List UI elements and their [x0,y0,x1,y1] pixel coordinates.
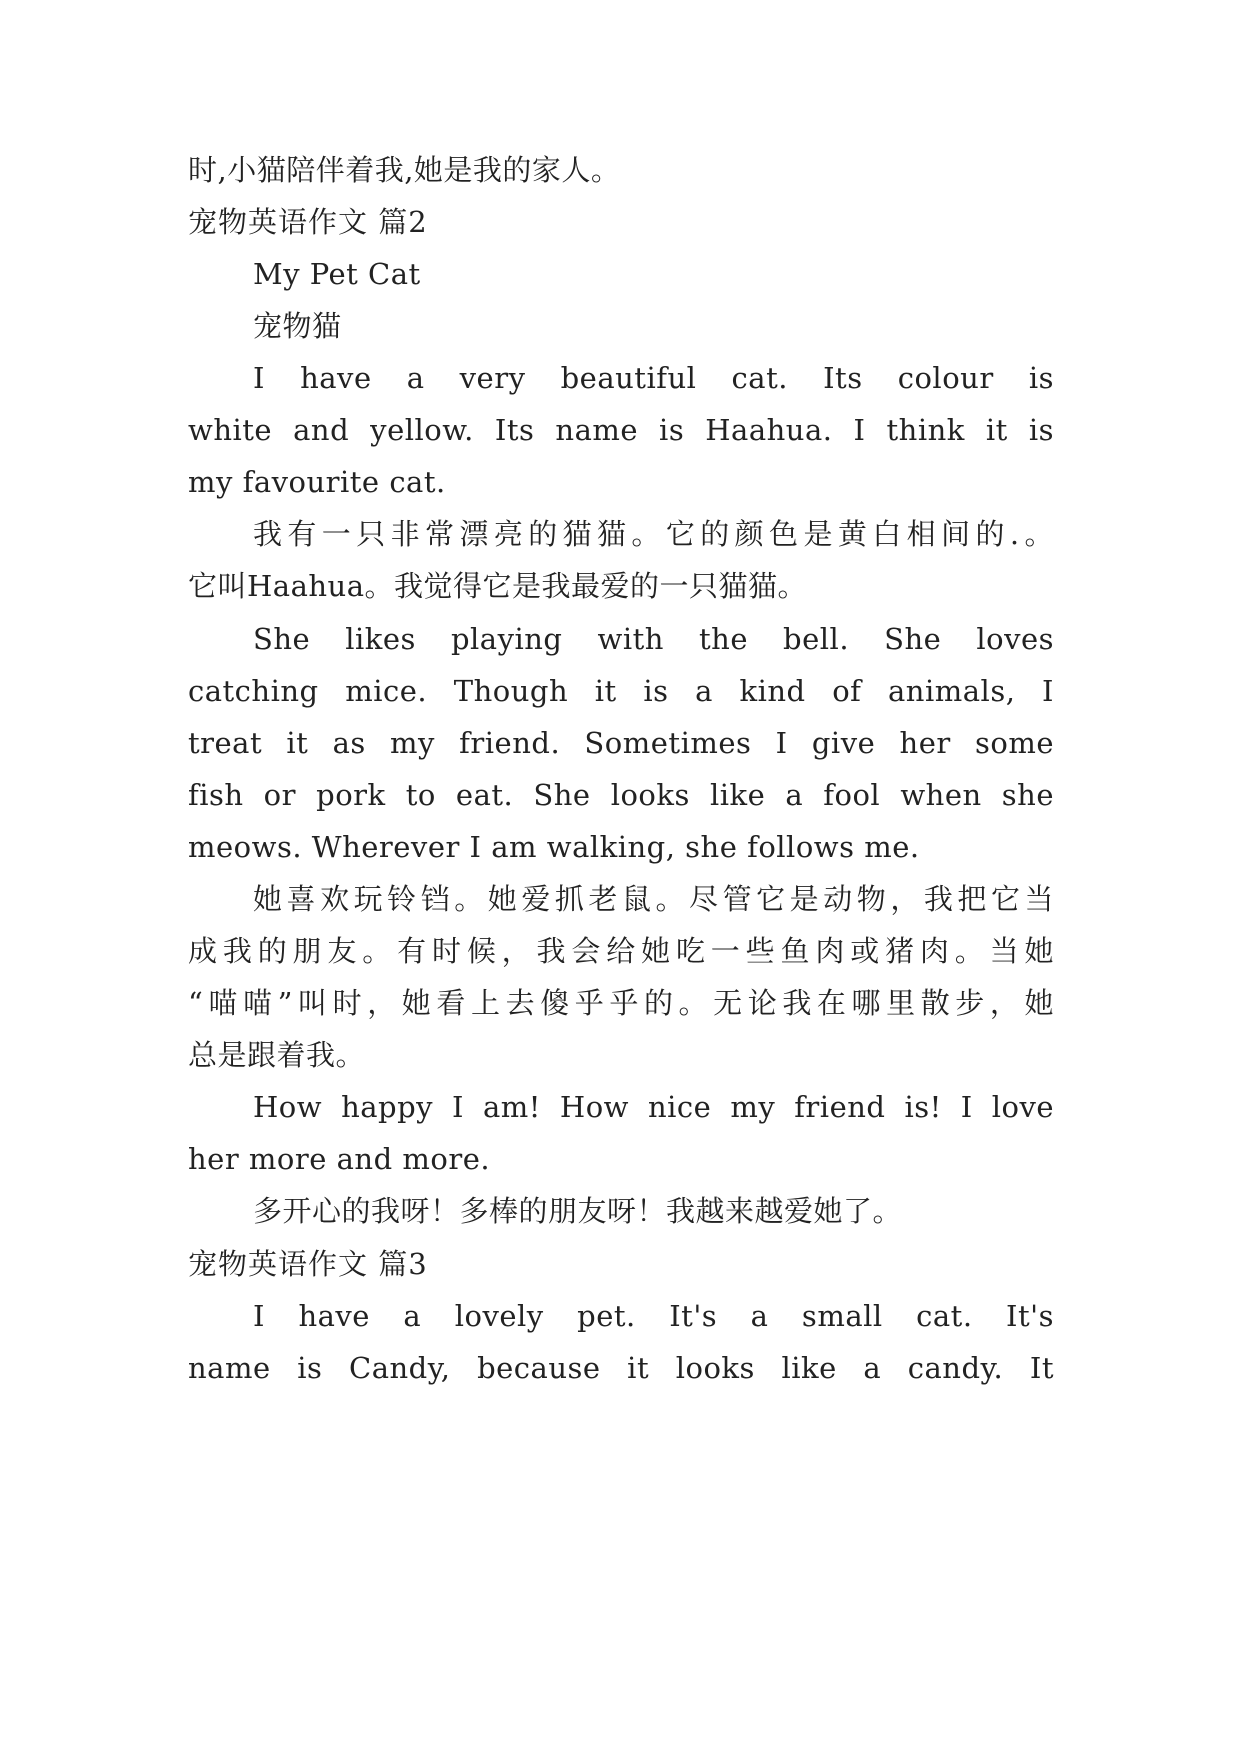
text-line: her more and more. [188,1142,491,1176]
text-line: 成我的朋友。有时候，我会给她吃一些鱼肉或猪肉。当她 [188,934,1054,968]
text-line: 总是跟着我。 [188,1038,366,1072]
text-line: How happy I am! How nice my friend is! I love [253,1090,1054,1124]
text-line: name is Candy, because it looks like a candy. It [188,1351,1054,1385]
text-line: fish or pork to eat. She looks like a fool when she [188,778,1054,812]
text-line: my favourite cat. [188,465,446,499]
section-heading: 宠物英语作文 篇2 [188,205,428,239]
text-line: 它叫Haahua。我觉得它是我最爱的一只猫猫。 [188,569,808,603]
text-line: catching mice. Though it is a kind of animals, I [188,674,1054,708]
essay-title-zh: 宠物猫 [253,309,342,343]
text-line: 我有一只非常漂亮的猫猫。它的颜色是黄白相间的.。 [253,517,1054,551]
text-line: 她喜欢玩铃铛。她爱抓老鼠。尽管它是动物，我把它当 [253,882,1054,916]
text-line: treat it as my friend. Sometimes I give her some [188,726,1054,760]
text-line: I have a very beautiful cat. Its colour is [253,361,1054,395]
text-line: 时,小猫陪伴着我,她是我的家人。 [188,153,621,187]
text-line: 多开心的我呀！多棒的朋友呀！我越来越爱她了。 [253,1194,903,1228]
text-line: meows. Wherever I am walking, she follows me. [188,830,920,864]
text-line: She likes playing with the bell. She loves [253,622,1054,656]
section-heading: 宠物英语作文 篇3 [188,1247,428,1281]
text-line: white and yellow. Its name is Haahua. I think it is [188,413,1054,447]
text-line: I have a lovely pet. It's a small cat. It's [253,1299,1054,1333]
essay-title-en: My Pet Cat [253,257,421,291]
text-line: “喵喵”叫时，她看上去傻乎乎的。无论我在哪里散步，她 [188,986,1054,1020]
